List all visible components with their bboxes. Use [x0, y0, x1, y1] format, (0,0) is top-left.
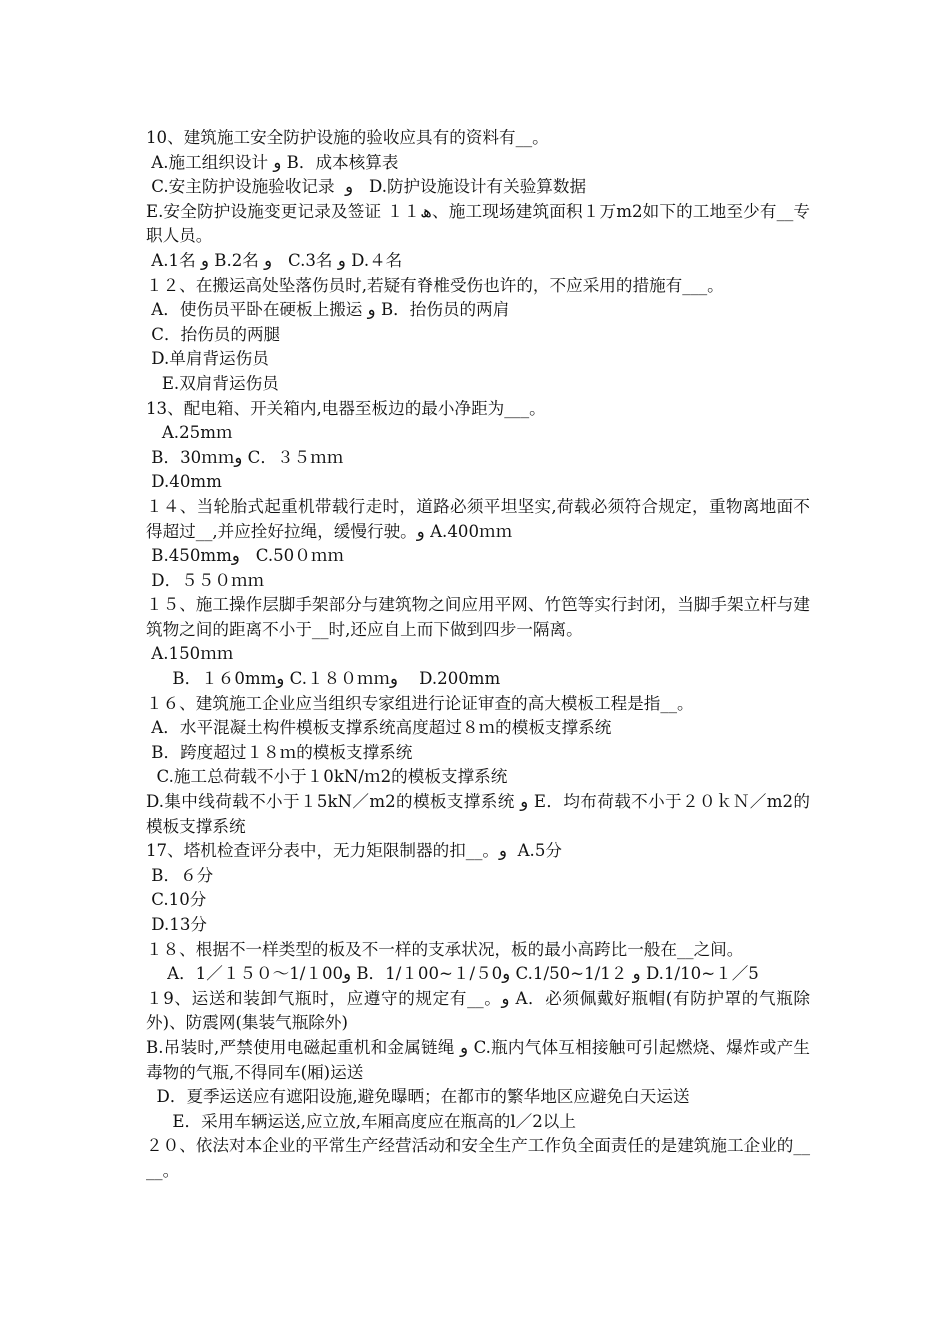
- question-13-option-bc: B．30ｍｍو C．３５ｍｍ: [146, 447, 344, 467]
- question-19-option-bc: B.吊装时,严禁使用电磁起重机和金属链绳 و C.瓶内气体互相接触可引起燃烧、爆炸或产生毒物的气瓶,不得同车(厢)运送: [146, 1037, 810, 1082]
- question-14-option-bc: B.450mmو C.50０ｍｍ: [146, 546, 345, 566]
- question-17-option-d: D.13分: [146, 915, 207, 934]
- question-12-option-c: C．抬伤员的两腿: [146, 324, 281, 344]
- question-12-option-ab: A．使伤员平卧在硬板上搬运 و B．抬伤员的两肩: [146, 300, 510, 320]
- question-11-stem: E.安全防护设施变更记录及签证 １１ھ、施工现场建筑面积１万m2如下的工地至少有__专职人员。: [146, 201, 810, 246]
- question-19-option-d: D．夏季运送应有遮阳设施,避免曝晒；在都市的繁华地区应避免白天运送: [146, 1087, 690, 1107]
- question-16-stem: １６、建筑施工企业应当组织专家组进行论证审查的高大模板工程是指__。: [146, 693, 694, 713]
- question-13-stem: 13、配电箱、开关箱内,电器至板边的最小净距为___。: [146, 398, 546, 418]
- question-14-stem: １４、当轮胎式起重机带载行走时，道路必须平坦坚实,荷载必须符合规定，重物离地面不得超过__,并应拴好拉绳，缓慢行驶。و A.400ｍｍ: [146, 496, 810, 541]
- question-10-options-cd: C.安主防护设施验收记录 و D.防护设施设计有关验算数据: [146, 177, 587, 197]
- question-17-option-c: C.10分: [146, 890, 207, 910]
- question-10-stem: 10、建筑施工安全防护设施的验收应具有的资料有__。: [146, 128, 549, 147]
- question-16-option-c: C.施工总荷载不小于１0kN/ｍ2的模板支撑系统: [146, 767, 508, 787]
- question-17-stem: 17、塔机检查评分表中，无力矩限制器的扣__。و A.5分: [146, 841, 562, 861]
- question-17-option-b: B．６分: [146, 865, 214, 885]
- question-11-options: A.1名 و B.2名 و C.3名 و D.４名: [146, 250, 403, 270]
- question-13-option-a: A.25mｍ: [146, 423, 233, 443]
- question-15-option-a: A.150ｍｍ: [146, 644, 234, 664]
- document-body: [146, 126, 810, 1184]
- question-15-option-bcd: B．１６0mmو C.１８０ｍｍو D.200mm: [146, 669, 501, 689]
- question-12-stem: １２、在搬运高处坠落伤员时,若疑有脊椎受伤也许的，不应采用的措施有___。: [146, 275, 724, 295]
- question-13-option-d: D.40mm: [146, 472, 222, 492]
- question-18-stem: １８、根据不一样类型的板及不一样的支承状况，板的最小高跨比一般在__之间。: [146, 939, 744, 959]
- question-12-option-e: E.双肩背运伤员: [146, 373, 279, 393]
- question-16-option-b: B．跨度超过１８ｍ的模板支撑系统: [146, 742, 413, 762]
- question-12-option-d: D.单肩背运伤员: [146, 349, 269, 369]
- question-14-option-d: D．５５０ｍｍ: [146, 570, 265, 590]
- question-18-options: A．1／１５０～1/１00و B．1/１00~１/５0و C.1/50~1/1２ و D.1/10~１／5: [146, 964, 759, 984]
- question-10-options-ab: A.施工组织设计 و B．成本核算表: [146, 152, 399, 172]
- question-16-option-a: A．水平混凝土构件模板支撑系统高度超过８ｍ的模板支撑系统: [146, 718, 612, 738]
- question-16-option-de: D.集中线荷载不小于１5kN／m2的模板支撑系统 و E．均布荷载不小于２０ｋＮ／m2的模板支撑系统: [146, 792, 810, 836]
- question-20-stem: ２０、依法对本企业的平常生产经营活动和安全生产工作负全面责任的是建筑施工企业的____。: [146, 1136, 810, 1180]
- question-19-stem: １9、运送和装卸气瓶时，应遵守的规定有__。و A．必须佩戴好瓶帽(有防护罩的气瓶除外)、防震网(集装气瓶除外): [146, 988, 810, 1033]
- question-15-stem: １５、施工操作层脚手架部分与建筑物之间应用平网、竹笆等实行封闭，当脚手架立杆与建筑物之间的距离不小于__时,还应自上而下做到四步一隔离。: [146, 595, 810, 639]
- question-19-option-e: E．采用车辆运送,应立放,车厢高度应在瓶高的l／2以上: [146, 1111, 576, 1131]
